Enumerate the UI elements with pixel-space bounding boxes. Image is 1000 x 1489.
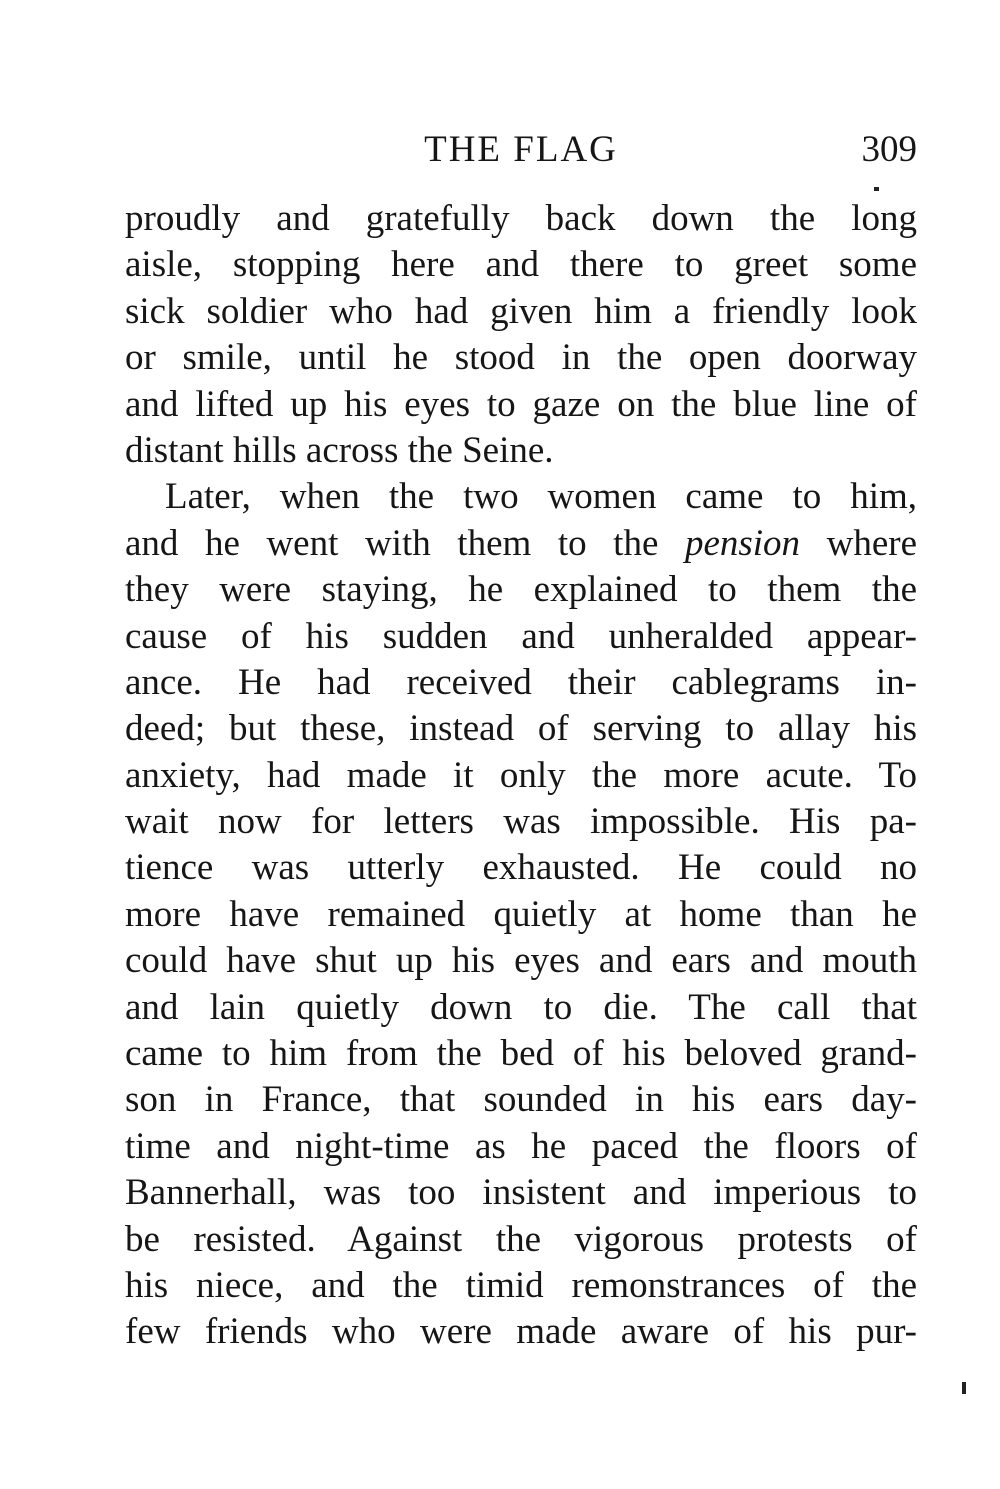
text-line: sick soldier who had given him a friendly look: [125, 290, 917, 332]
text-line: his niece, and the timid remonstrances of the: [125, 1264, 917, 1306]
text-line: time and night-time as he paced the floors of: [125, 1125, 917, 1167]
text-line: ance. He had received their cablegrams in-: [125, 661, 917, 703]
text-line: could have shut up his eyes and ears and mouth: [125, 940, 917, 982]
text-line: be resisted. Against the vigorous protests of: [125, 1218, 917, 1260]
text-line: Bannerhall, was too insistent and imperious to: [125, 1172, 917, 1214]
text-line: cause of his sudden and unheralded appear-: [125, 615, 917, 657]
running-head: [125, 128, 917, 178]
text-line: distant hills across the Seine.: [125, 429, 554, 471]
text-line: anxiety, had made it only the more acute. To: [125, 754, 917, 796]
body-text: [125, 196, 917, 1356]
text-line: tience was utterly exhausted. He could no: [125, 847, 917, 889]
text-segment: where: [800, 522, 917, 564]
italic-word: pension: [684, 522, 801, 564]
text-line: and lain quietly down to die. The call that: [125, 986, 917, 1028]
text-line: deed; but these, instead of serving to allay his: [125, 708, 917, 750]
print-speck: [874, 187, 879, 191]
print-speck: [962, 1382, 966, 1394]
text-line: and lifted up his eyes to gaze on the blue line of: [125, 383, 917, 425]
text-line: came to him from the bed of his beloved grand-: [125, 1033, 917, 1075]
text-line: son in France, that sounded in his ears day-: [125, 1079, 917, 1121]
chapter-title: THE FLAG: [424, 129, 618, 170]
text-line: or smile, until he stood in the open doorway: [125, 337, 917, 379]
page-number: 309: [861, 129, 917, 170]
text-line: few friends who were made aware of his pur-: [125, 1311, 917, 1353]
text-line: Later, when the two women came to him,: [165, 476, 917, 518]
text-line: more have remained quietly at home than he: [125, 893, 917, 935]
text-line: they were staying, he explained to them the: [125, 569, 917, 611]
text-line: aisle, stopping here and there to greet some: [125, 244, 917, 286]
text-segment: and he went with them to the: [125, 522, 685, 564]
text-line-with-italic: [125, 521, 917, 567]
text-line: wait now for letters was impossible. His pa-: [125, 801, 917, 843]
text-line: proudly and gratefully back down the long: [125, 198, 917, 239]
